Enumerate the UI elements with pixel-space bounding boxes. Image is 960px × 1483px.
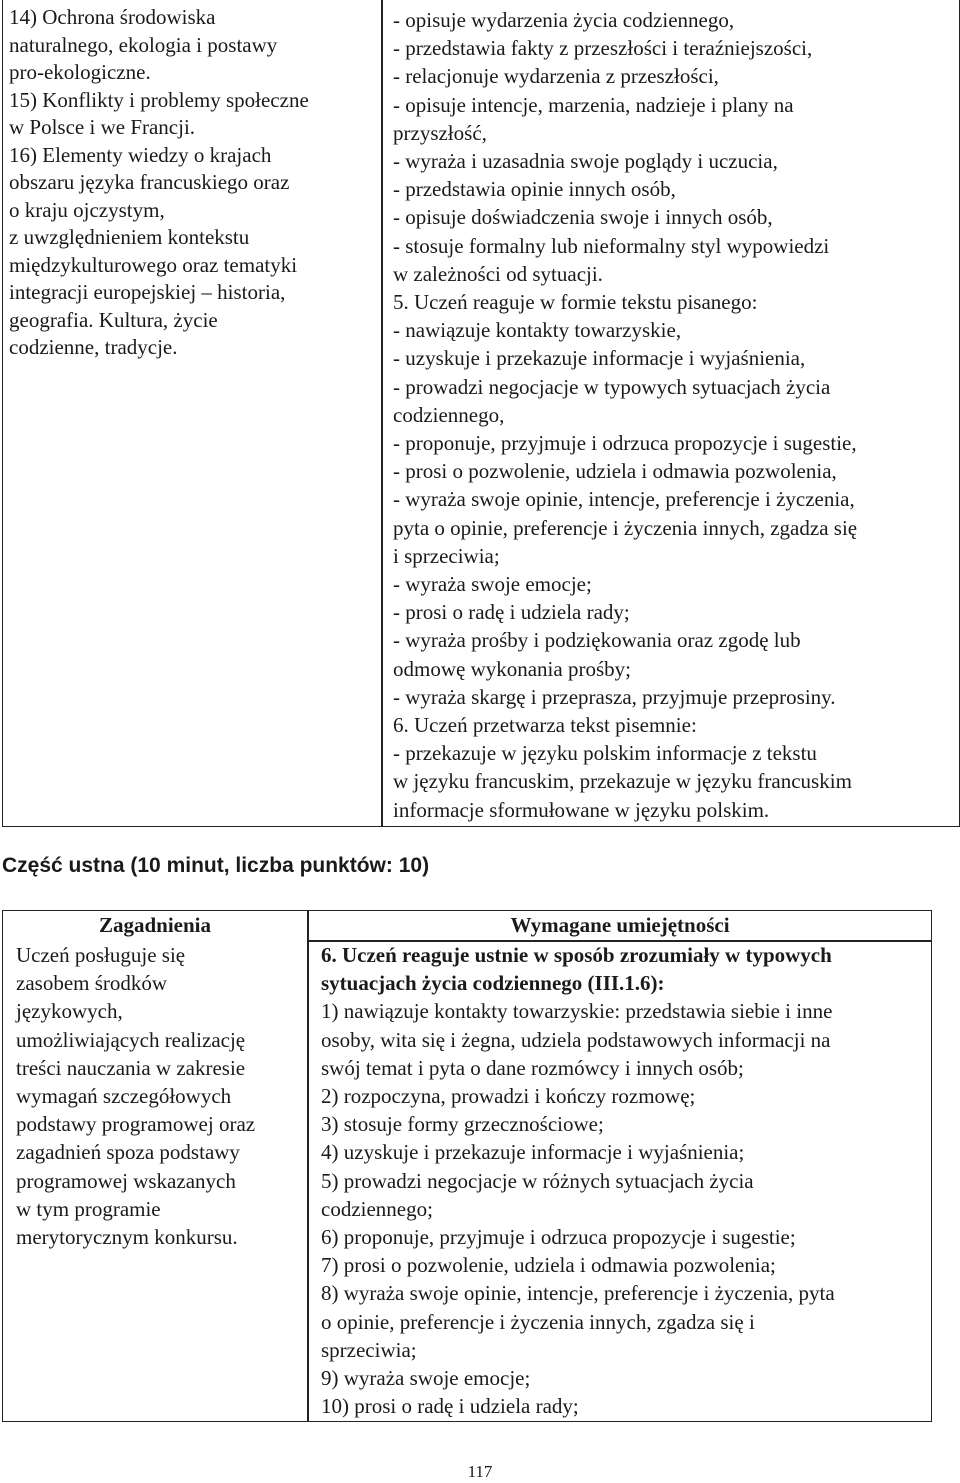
skill-line: - wyraża i uzasadnia swoje poglądy i uczucia, (393, 149, 778, 174)
skill-line: o opinie, preferencje i życzenia innych, zgadza się i (321, 1309, 755, 1334)
topic-line: w Polsce i we Francji. (9, 115, 196, 139)
skills-cell (393, 6, 953, 824)
skill-heading-line: 6. Uczeń reaguje ustnie w sposób zrozumiały w typowych (321, 943, 832, 967)
skills-cell (321, 941, 927, 1420)
skill-line: w języku francuskim, przekazuje w języku francuskim (393, 769, 852, 794)
skill-line: - prowadzi negocjacje w typowych sytuacjach życia (393, 374, 831, 399)
skill-line: informacje sformułowane w języku polskim. (393, 797, 770, 822)
skill-line: - wyraża swoje emocje; (393, 572, 592, 597)
skill-line: - uzyskuje i przekazuje informacje i wyjaśnienia, (393, 346, 806, 371)
topic-line: w tym programie (16, 1196, 161, 1221)
skill-line: 9) wyraża swoje emocje; (321, 1366, 531, 1391)
skill-line: - wyraża skargę i przeprasza, przyjmuje przeprosiny. (393, 684, 836, 709)
skill-line: - proponuje, przyjmuje i odrzuca propozycje i sugestie, (393, 431, 857, 456)
skill-line: i sprzeciwia; (393, 543, 500, 568)
skill-line: 5) prowadzi negocjacje w różnych sytuacjach życia (321, 1168, 754, 1193)
topic-line: Uczeń posługuje się (16, 943, 186, 967)
topic-line: międzykulturowego oraz tematyki (9, 252, 298, 277)
skill-line: - stosuje formalny lub nieformalny styl wypowiedzi (393, 233, 830, 258)
topic-line: 16) Elementy wiedzy o krajach (9, 142, 272, 167)
topic-line: 14) Ochrona środowiska (9, 5, 216, 29)
skill-line: - przedstawia opinie innych osób, (393, 177, 676, 202)
topics-cell (16, 941, 306, 1251)
skill-line: - wyraża prośby i podziękowania oraz zgodę lub (393, 628, 801, 653)
column-header-topics: Zagadnienia (98, 913, 212, 937)
skill-line: odmowę wykonania prośby; (393, 656, 631, 681)
skill-line: 6. Uczeń przetwarza tekst pisemnie: (393, 713, 697, 738)
column-divider (307, 911, 309, 1421)
skill-line: 7) prosi o pozwolenie, udziela i odmawia pozwolenia; (321, 1253, 776, 1278)
topic-line: merytorycznym konkursu. (16, 1225, 238, 1250)
topic-line: 15) Konflikty i problemy społeczne (9, 87, 309, 112)
topic-line: programowej wskazanych (16, 1168, 236, 1193)
topic-line: wymagań szczegółowych (16, 1084, 232, 1109)
skill-line: - przedstawia fakty z przeszłości i teraźniejszości, (393, 36, 813, 61)
topic-line: zasobem środków (16, 971, 168, 996)
topic-line: językowych, (16, 999, 123, 1024)
skill-line: osoby, wita się i żegna, udziela podstawowych informacji na (321, 1027, 831, 1052)
skill-line: - opisuje doświadczenia swoje i innych osób, (393, 205, 773, 230)
topic-line: podstawy programowej oraz (16, 1112, 256, 1137)
topic-line: z uwzględnieniem kontekstu (9, 225, 250, 249)
topic-line: umożliwiających realizację (16, 1027, 246, 1052)
topic-line: naturalnego, ekologia i postawy (9, 32, 278, 57)
skill-line: pyta o opinie, preferencje i życzenia innych, zgadza się (393, 515, 858, 540)
topic-line: codzienne, tradycje. (9, 335, 178, 359)
skill-line: - prosi o radę i udziela rady; (393, 600, 630, 625)
skill-line: swój temat i pyta o dane rozmówcy i innych osób; (321, 1055, 744, 1080)
skill-heading-line: sytuacjach życia codziennego (III.1.6): (321, 971, 665, 996)
skill-line: 1) nawiązuje kontakty towarzyskie: przedstawia siebie i inne (321, 999, 833, 1024)
skill-line: codziennego; (321, 1196, 433, 1221)
skill-line: - przekazuje w języku polskim informacje z tekstu (393, 741, 817, 766)
topic-line: integracji europejskiej – historia, (9, 280, 286, 304)
skill-line: - nawiązuje kontakty towarzyskie, (393, 318, 682, 343)
skill-line: przyszłość, (393, 120, 487, 145)
skill-line: 5. Uczeń reaguje w formie tekstu pisanego: (393, 290, 758, 315)
skill-line: 3) stosuje formy grzecznościowe; (321, 1112, 604, 1137)
column-divider (381, 0, 383, 826)
skill-line: - prosi o pozwolenie, udziela i odmawia pozwolenia, (393, 459, 837, 484)
skill-line: - opisuje intencje, marzenia, nadzieje i plany na (393, 92, 794, 117)
skill-line: 2) rozpoczyna, prowadzi i kończy rozmowę; (321, 1084, 696, 1109)
topic-line: obszaru języka francuskiego oraz (9, 170, 290, 194)
section-heading: Część ustna (10 minut, liczba punktów: 10) (2, 854, 430, 877)
topic-line: o kraju ojczystym, (9, 197, 165, 222)
skill-line: codziennego, (393, 402, 505, 427)
skill-line: 8) wyraża swoje opinie, intencje, preferencje i życzenia, pyta (321, 1281, 835, 1306)
skill-line: - wyraża swoje opinie, intencje, preferencje i życzenia, (393, 487, 855, 512)
skill-line: 6) proponuje, przyjmuje i odrzuca propozycje i sugestie; (321, 1225, 796, 1250)
topic-line: geografia. Kultura, życie (9, 307, 218, 332)
skill-line: sprzeciwia; (321, 1337, 417, 1362)
skill-line: w zależności od sytuacji. (393, 261, 603, 286)
skill-line: - relacjonuje wydarzenia z przeszłości, (393, 64, 719, 89)
topics-cell (9, 4, 371, 362)
requirements-table-continued (2, 0, 960, 827)
skill-line: 10) prosi o radę i udziela rady; (321, 1394, 579, 1419)
topic-line: treści nauczania w zakresie (16, 1055, 246, 1080)
topic-line: pro-ekologiczne. (9, 60, 151, 84)
oral-exam-table (2, 910, 932, 1422)
column-header-skills: Wymagane umiejętności (510, 913, 730, 937)
page-number: 117 (467, 1462, 493, 1481)
skill-line: - opisuje wydarzenia życia codziennego, (393, 8, 735, 32)
skill-line: 4) uzyskuje i przekazuje informacje i wyjaśnienia; (321, 1140, 745, 1165)
topic-line: zagadnień spoza podstawy (16, 1140, 240, 1165)
